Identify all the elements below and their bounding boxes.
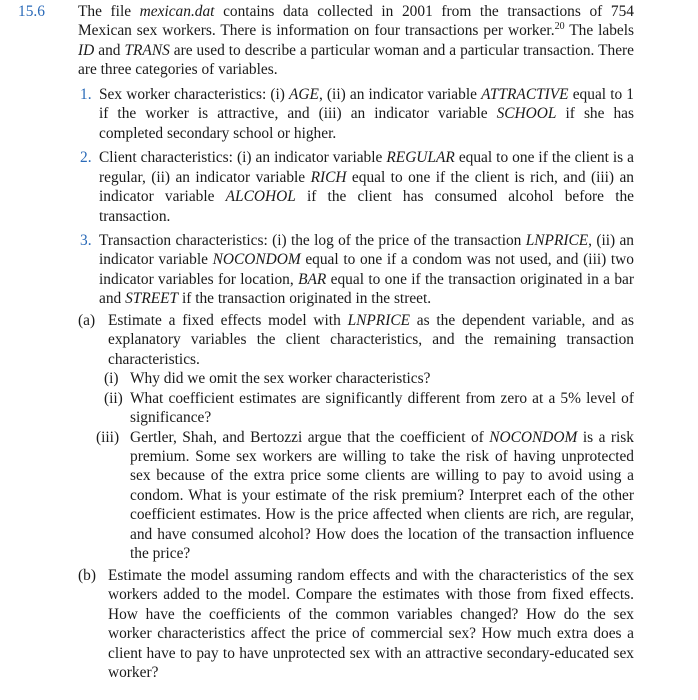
category-text bbox=[99, 232, 634, 307]
text-run: equal to 1 if the worker is attractive, and (iii) an indicator variable bbox=[99, 85, 634, 123]
category-item-2 bbox=[80, 148, 635, 226]
text-run: if she has completed secondary school or higher. bbox=[99, 105, 635, 142]
category-number: 2. bbox=[80, 149, 92, 167]
category-text bbox=[99, 86, 634, 142]
variable-name: BAR bbox=[298, 270, 327, 288]
text-run: What coefficient estimates are significantly different from zero at a 5% level of significance? bbox=[130, 389, 634, 427]
variable-name: LNPRICE bbox=[525, 231, 589, 249]
variable-name: LNPRICE bbox=[347, 311, 410, 329]
problem-text-start: The file bbox=[78, 3, 140, 20]
problem-text-and: and bbox=[94, 41, 125, 59]
text-run: Estimate the model assuming random effects and with the characteristics of the sex workers added to the model. Compare the estimates with those from fixed effects. How have the coefficients of the common variables changed? How do the sex worker characteristics affect the price of commercial sex? How much extra does a client have to pay to have unprotected sex with an attractive secondary-educated sex worker? bbox=[108, 566, 634, 681]
variable-name: REGULAR bbox=[386, 149, 455, 167]
text-run: Transaction characteristics: (i) the log of the price of the transaction bbox=[99, 231, 526, 249]
file-name: mexican.dat bbox=[139, 3, 215, 20]
part-a-label: (a) bbox=[78, 311, 96, 329]
part-b bbox=[78, 566, 634, 683]
text-run: Gertler, Shah, and Bertozzi argue that the coefficient of bbox=[130, 428, 490, 446]
exercise-page bbox=[0, 2, 698, 682]
variable-name: NOCONDOM bbox=[489, 428, 578, 446]
part-b-text bbox=[108, 567, 634, 681]
part-a bbox=[78, 311, 634, 369]
text-run: if the transaction originated in the street. bbox=[178, 290, 432, 308]
text-run: equal to one if a condom was not used, and (iii) two indicator variables for location, bbox=[99, 251, 634, 288]
subquestion-i bbox=[104, 369, 634, 388]
text-run: , (ii) an indicator variable bbox=[99, 231, 635, 269]
variable-name: NOCONDOM bbox=[212, 251, 301, 269]
text-run: Client characteristics: (i) an indicator variable bbox=[99, 149, 387, 167]
category-number: 3. bbox=[80, 231, 92, 249]
problem-statement bbox=[18, 2, 635, 80]
text-run: Estimate a fixed effects model with bbox=[108, 311, 348, 329]
problem-text-file: contains data collected in 2001 from the transactions of 754 Mexican sex workers. There is information on four transactions per worker. bbox=[78, 3, 634, 40]
variable-name: AGE bbox=[289, 85, 319, 103]
text-run: as the dependent variable, and as explanatory variables the client characteristics, and the remaining transaction characteristics. bbox=[108, 311, 634, 368]
text-run: equal to one if the client is a regular, (ii) an indicator variable bbox=[99, 149, 635, 186]
variable-name: STREET bbox=[125, 290, 179, 308]
subquestion-text bbox=[130, 370, 430, 387]
text-run: is a risk premium. Some sex workers are willing to take the risk of having unprotected sex because of the extra price some clients are willing to pay to avoid using a condom. What is your estimate of the risk premium? Interpret each of the other coefficient estimates. How is the price affected when clients are rich, are regular, and have consumed alcohol? How does the location of the transaction influence the price? bbox=[130, 428, 634, 563]
text-run: equal to one if the client is rich, and (iii) an indicator variable bbox=[99, 168, 635, 206]
problem-text-end: are used to describe a particular woman and a particular transaction. There are three categories of variables. bbox=[78, 41, 634, 79]
problem-number: 15.6 bbox=[18, 3, 45, 20]
subquestion-label: (ii) bbox=[104, 389, 123, 407]
category-number: 1. bbox=[80, 85, 92, 103]
variable-name: ALCOHOL bbox=[225, 188, 296, 206]
footnote-marker: 20 bbox=[554, 21, 565, 33]
text-run: , (ii) an indicator variable bbox=[318, 85, 482, 103]
text-run: Why did we omit the sex worker characteristics? bbox=[130, 370, 431, 388]
variable-name: RICH bbox=[310, 168, 347, 186]
subquestion-label: (iii) bbox=[96, 428, 120, 446]
subquestion-ii bbox=[104, 389, 634, 428]
label-id: ID bbox=[78, 41, 95, 59]
subquestion-text bbox=[130, 390, 634, 426]
part-b-label: (b) bbox=[78, 566, 96, 584]
subquestion-iii bbox=[96, 428, 634, 564]
category-text bbox=[99, 149, 634, 224]
part-a-text bbox=[108, 312, 634, 368]
problem-text-labels: The labels bbox=[564, 22, 635, 40]
text-run: Sex worker characteristics: (i) bbox=[99, 85, 290, 103]
subquestion-text bbox=[130, 429, 634, 563]
text-run: if the client has consumed alcohol before the transaction. bbox=[99, 188, 634, 225]
category-item-1 bbox=[80, 85, 635, 143]
subquestion-label: (i) bbox=[104, 370, 119, 388]
variable-name: SCHOOL bbox=[496, 105, 557, 123]
category-item-3 bbox=[80, 231, 635, 309]
label-trans: TRANS bbox=[124, 41, 170, 59]
variable-name: ATTRACTIVE bbox=[481, 85, 569, 103]
text-run: equal to one if the transaction originated in a bar and bbox=[99, 270, 635, 308]
